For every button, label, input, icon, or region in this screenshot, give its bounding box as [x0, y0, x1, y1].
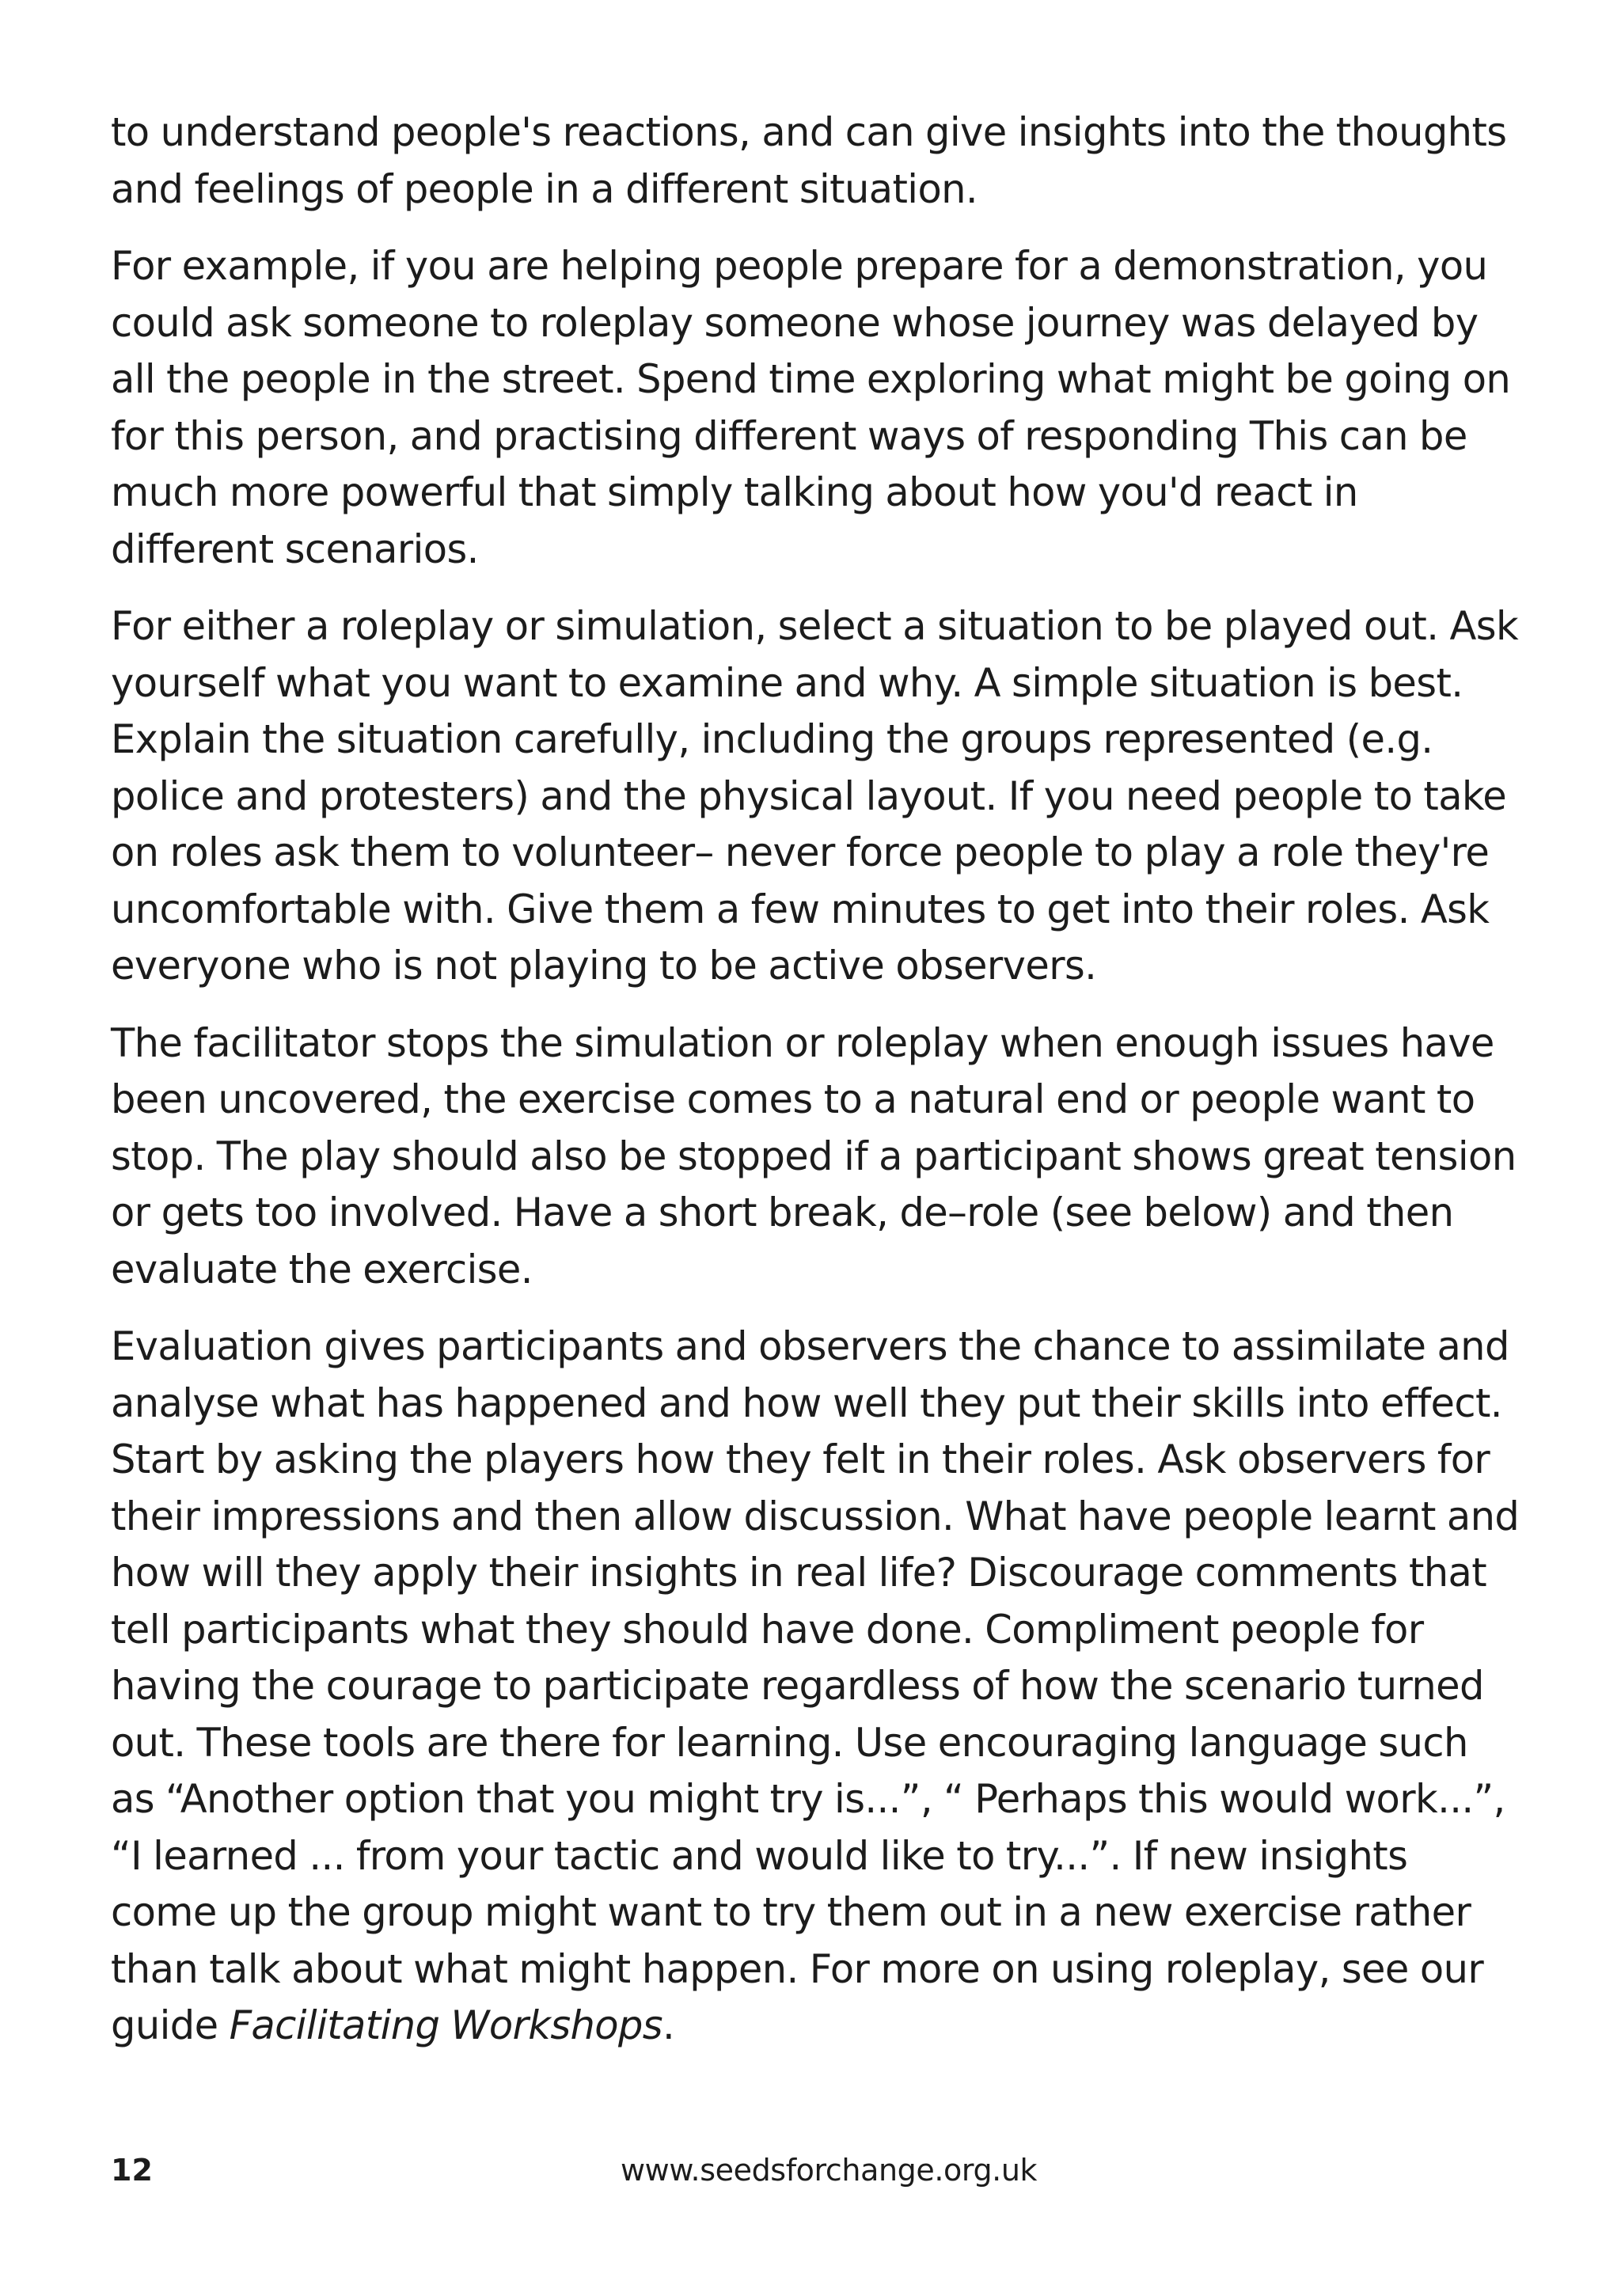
paragraph-5-end: .	[662, 2002, 675, 2048]
paragraph-5	[111, 1319, 1520, 2055]
paragraph-3: For either a roleplay or simulation, select a situation to be played out. Ask yourself what you want to examine and why. A simple situation is best. Explain the situation carefully, including the groups represented (e.g. police and protesters) and the physical layout. If you need people to take on roles ask them to volunteer– never force people to play a role they're uncomfortable with. Give them a few minutes to get into their roles. Ask everyone who is not playing to be active observers.	[111, 603, 1519, 989]
paragraph-4: The facilitator stops the simulation or roleplay when enough issues have been uncovered, the exercise comes to a natural end or people want to stop. The play should also be stopped if a participant shows great tension or gets too involved. Have a short break, de–role (see below) and then evaluate the exercise.	[111, 1019, 1517, 1292]
paragraph-2: For example, if you are helping people prepare for a demonstration, you could ask someone to roleplay someone whose journey was delayed by all the people in the street. Spend time exploring what might be going on for this person, and practising different ways of responding This can be much more powerful that simply talking about how you'd react in different scenarios.	[111, 243, 1511, 572]
guide-title: Facilitating Workshops	[229, 2002, 662, 2048]
footer-url: www.seedsforchange.org.uk	[621, 2153, 1038, 2188]
paragraph-5-text: Evaluation gives participants and observers the chance to assimilate and analyse what has happened and how well they put their skills into effect. Start by asking the players how they felt in their roles. Ask observers for their impressions and then allow discussion. What have people learnt and how will they apply their insights in real life? Discourage comments that tell participants what they should have done. Compliment people for having the courage to participate regardless of how the scenario turned out. These tools are there for learning. Use encouraging language such as “Another option that you might try is...”, “ Perhaps this would work...”, “I learned ... from your tactic and would like to try...”. If new insights come up the group might want to try them out in a new exercise rather than talk about what might happen. For more on using roleplay, see our guide	[111, 1323, 1520, 2048]
page-body	[111, 104, 1520, 2075]
page-number: 12	[111, 2153, 153, 2188]
paragraph-1: to understand people's reactions, and can give insights into the thoughts and feelings of people in a different situation.	[111, 109, 1507, 212]
